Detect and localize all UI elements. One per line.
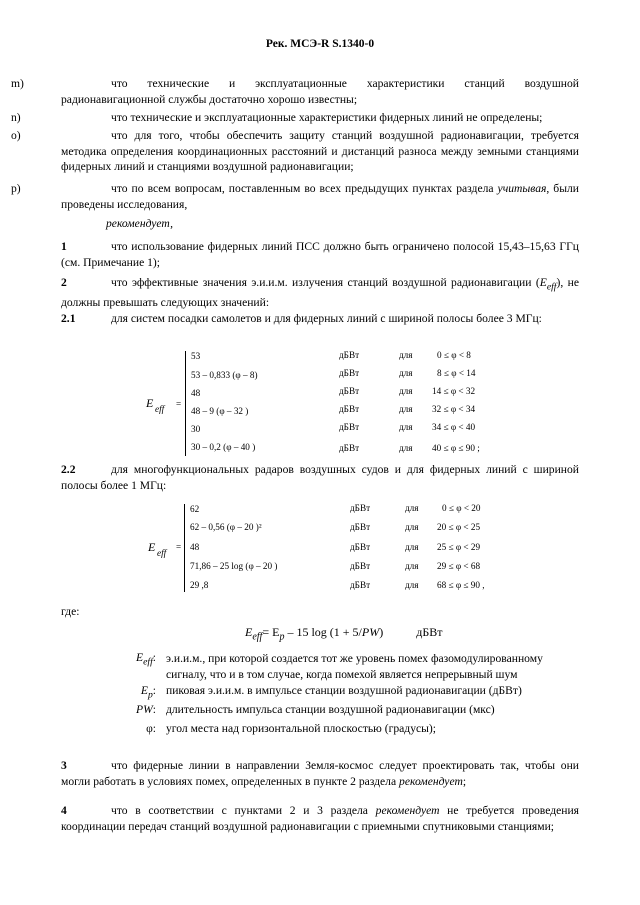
expr: 29 ,8 [190, 580, 209, 590]
item-label: p) [11, 182, 21, 195]
item-label: n) [11, 111, 21, 124]
for: для [399, 386, 413, 396]
unit: дБВт [350, 503, 371, 513]
range: 29 ≤ φ < 68 [437, 561, 481, 571]
rec-number: 2.1 [61, 312, 76, 325]
for: для [399, 422, 413, 432]
rec-2-1 [61, 311, 579, 327]
rec-text: что использование фидерных линий ПСС должно быть ограничено полосой 15,43–15,63 ГГц (см. Примечание 1); [61, 240, 579, 269]
unit: дБВт [350, 522, 371, 532]
range: 0 ≤ φ < 8 [437, 350, 471, 360]
symbol: E [140, 684, 148, 697]
formula-lhs-sub: eff [252, 631, 263, 643]
item-text: что по всем вопросам, поставленным во всех предыдущих пунктах раздела [111, 182, 498, 195]
for: для [405, 580, 419, 590]
rec-1 [61, 239, 579, 270]
equals-sign: = [176, 542, 182, 552]
item-text: , были проведены исследования, [61, 182, 579, 211]
unit: дБВт [339, 386, 360, 396]
for: для [399, 350, 413, 360]
colon: : [152, 703, 156, 716]
rec-text: для систем посадки самолетов и для фидерных линий с шириной полосы более 3 МГц: [111, 312, 542, 325]
def-text: э.и.и.м., при которой создается тот же уровень помех фазомодулированному сигналу, что и в том случае, когда помехой является непрерывный шум [166, 652, 543, 681]
def-symbol [90, 684, 156, 700]
rec-text-italic: рекомендует [399, 774, 463, 788]
item-text-italic: учитывая [497, 182, 547, 195]
colon: : [152, 684, 156, 697]
rec-number: 1 [61, 240, 67, 253]
range: 14 ≤ φ < 32 [432, 386, 476, 396]
formula-rhs: – 15 log (1 + 5/ [284, 625, 362, 639]
rec-text: что в соответствии с пунктами 2 и 3 раздела [111, 804, 376, 817]
unit: дБВт [339, 443, 360, 453]
lhs-subscript: eff [155, 404, 165, 414]
symbol: φ [146, 722, 153, 735]
eff-subscript: eff [546, 281, 557, 293]
def-text: угол места над горизонтальной плоскостью (градусы); [166, 722, 437, 735]
unit: дБВт [350, 580, 371, 590]
rec-3 [61, 758, 579, 789]
range: 25 ≤ φ < 29 [437, 542, 481, 552]
symbol: PW [136, 703, 153, 716]
rec-number: 3 [61, 759, 67, 772]
left-brace [185, 351, 186, 456]
def-symbol [90, 722, 156, 735]
range: 68 ≤ φ ≤ 90 , [437, 580, 485, 590]
rec-text: для многофункциональных радаров воздушных судов и для фидерных линий с шириной полосы более 1 МГц: [61, 463, 579, 492]
def-symbol [90, 703, 156, 716]
item-text: что для того, чтобы обеспечить защиту станций воздушной радионавигации, требуется методика определения координационных расстояний и дистанций разноса между земными станциями фидерных линий и станциями воздушной радионавигации; [61, 129, 579, 173]
for: для [405, 522, 419, 532]
page-header: Рек. МСЭ-R S.1340-0 [265, 38, 375, 50]
colon: : [152, 651, 156, 664]
formula-lhs: E [245, 625, 253, 639]
recommends-title: рекомендует, [106, 217, 173, 230]
def-symbol [90, 651, 156, 667]
equals-sign: = [176, 399, 182, 409]
unit: дБВт [350, 542, 371, 552]
considering-item-o [11, 128, 579, 175]
left-brace [184, 504, 185, 592]
rec-number: 2.2 [61, 463, 76, 476]
rec-text: ; [462, 774, 467, 788]
range: 32 ≤ φ < 34 [432, 404, 476, 414]
unit: дБВт [339, 350, 360, 360]
symbol-sub: eff [143, 656, 153, 668]
rec-number: 2 [61, 276, 67, 289]
item-label: m) [11, 77, 24, 90]
item-text: что технические и эксплуатационные характеристики станций воздушной радионавигационной службы достаточно хорошо известны; [61, 77, 579, 106]
rec-text-italic: рекомендует [375, 804, 440, 817]
formula-rhs: = E [262, 625, 280, 639]
eff-symbol: E [539, 276, 547, 289]
rec-number: 4 [61, 804, 67, 817]
lhs-symbol: E [146, 396, 154, 410]
symbol: E [136, 651, 144, 664]
rec-text: что фидерные линии в направлении Земля-космос следует проектировать так, чтобы они могли работать в условиях помех, определенных в пункте 2 раздела [61, 759, 579, 788]
formula-rhs-sub: p [279, 631, 285, 643]
for: для [405, 503, 419, 513]
for: для [399, 443, 413, 453]
expr: 30 – 0,2 (φ – 40 ) [191, 442, 256, 452]
formula-pw: PW [361, 625, 380, 639]
expr: 53 [191, 351, 201, 361]
expr: 71,86 – 25 log (φ – 20 ) [190, 561, 278, 571]
colon: : [152, 722, 156, 735]
unit: дБВт [350, 561, 371, 571]
eirp-formula-table-1 [0, 348, 640, 460]
expr: 53 – 0,833 (φ – 8) [191, 370, 258, 380]
for: для [405, 561, 419, 571]
expr: 48 – 9 (φ – 32 ) [191, 406, 249, 416]
expr: 48 [191, 388, 201, 398]
unit: дБВт [339, 404, 360, 414]
range: 40 ≤ φ ≤ 90 ; [432, 443, 480, 453]
considering-item-p [11, 181, 579, 212]
symbol-sub: p [147, 689, 153, 701]
rec-2 [61, 275, 579, 310]
range: 34 ≤ φ < 40 [432, 422, 476, 432]
unit: дБВт [339, 422, 360, 432]
range: 0 ≤ φ < 20 [442, 503, 481, 513]
for: для [405, 542, 419, 552]
for: для [399, 404, 413, 414]
lhs-symbol: E [148, 540, 156, 554]
unit: дБВт [339, 368, 360, 378]
expr: 62 – 0,56 (φ – 20 )² [190, 522, 262, 532]
item-label: o) [11, 129, 21, 142]
item-text: что технические и эксплуатационные характеристики фидерных линий не определены; [111, 111, 543, 124]
rec-text: что эффективные значения э.и.и.м. излучения станций воздушной радионавигации ( [111, 276, 540, 289]
range: 8 ≤ φ < 14 [437, 368, 476, 378]
where-label: где: [61, 605, 80, 618]
considering-item-n [11, 110, 579, 126]
lhs-subscript: eff [157, 548, 167, 558]
def-text: длительность импульса станции воздушной радионавигации (мкс) [166, 703, 495, 716]
formula-unit: дБВт [416, 625, 443, 639]
expr: 30 [191, 424, 201, 434]
for: для [399, 368, 413, 378]
expr: 62 [190, 504, 200, 514]
considering-item-m [11, 76, 579, 107]
def-text: пиковая э.и.и.м. в импульсе станции воздушной радионавигации (дБВт) [166, 684, 522, 697]
eff-eirp-formula [245, 625, 442, 642]
rec-2-2 [61, 462, 579, 493]
eirp-formula-table-2 [0, 500, 640, 596]
rec-4 [61, 803, 579, 834]
rec-text: не требуется проведения координации передач станций воздушной радионавигации с приемными спутниковыми станциями; [61, 804, 579, 833]
expr: 48 [190, 542, 200, 552]
range: 20 ≤ φ < 25 [437, 522, 481, 532]
rec-text: ), не должны превышать следующих значений: [61, 276, 579, 309]
formula-rhs: ) [379, 625, 384, 639]
